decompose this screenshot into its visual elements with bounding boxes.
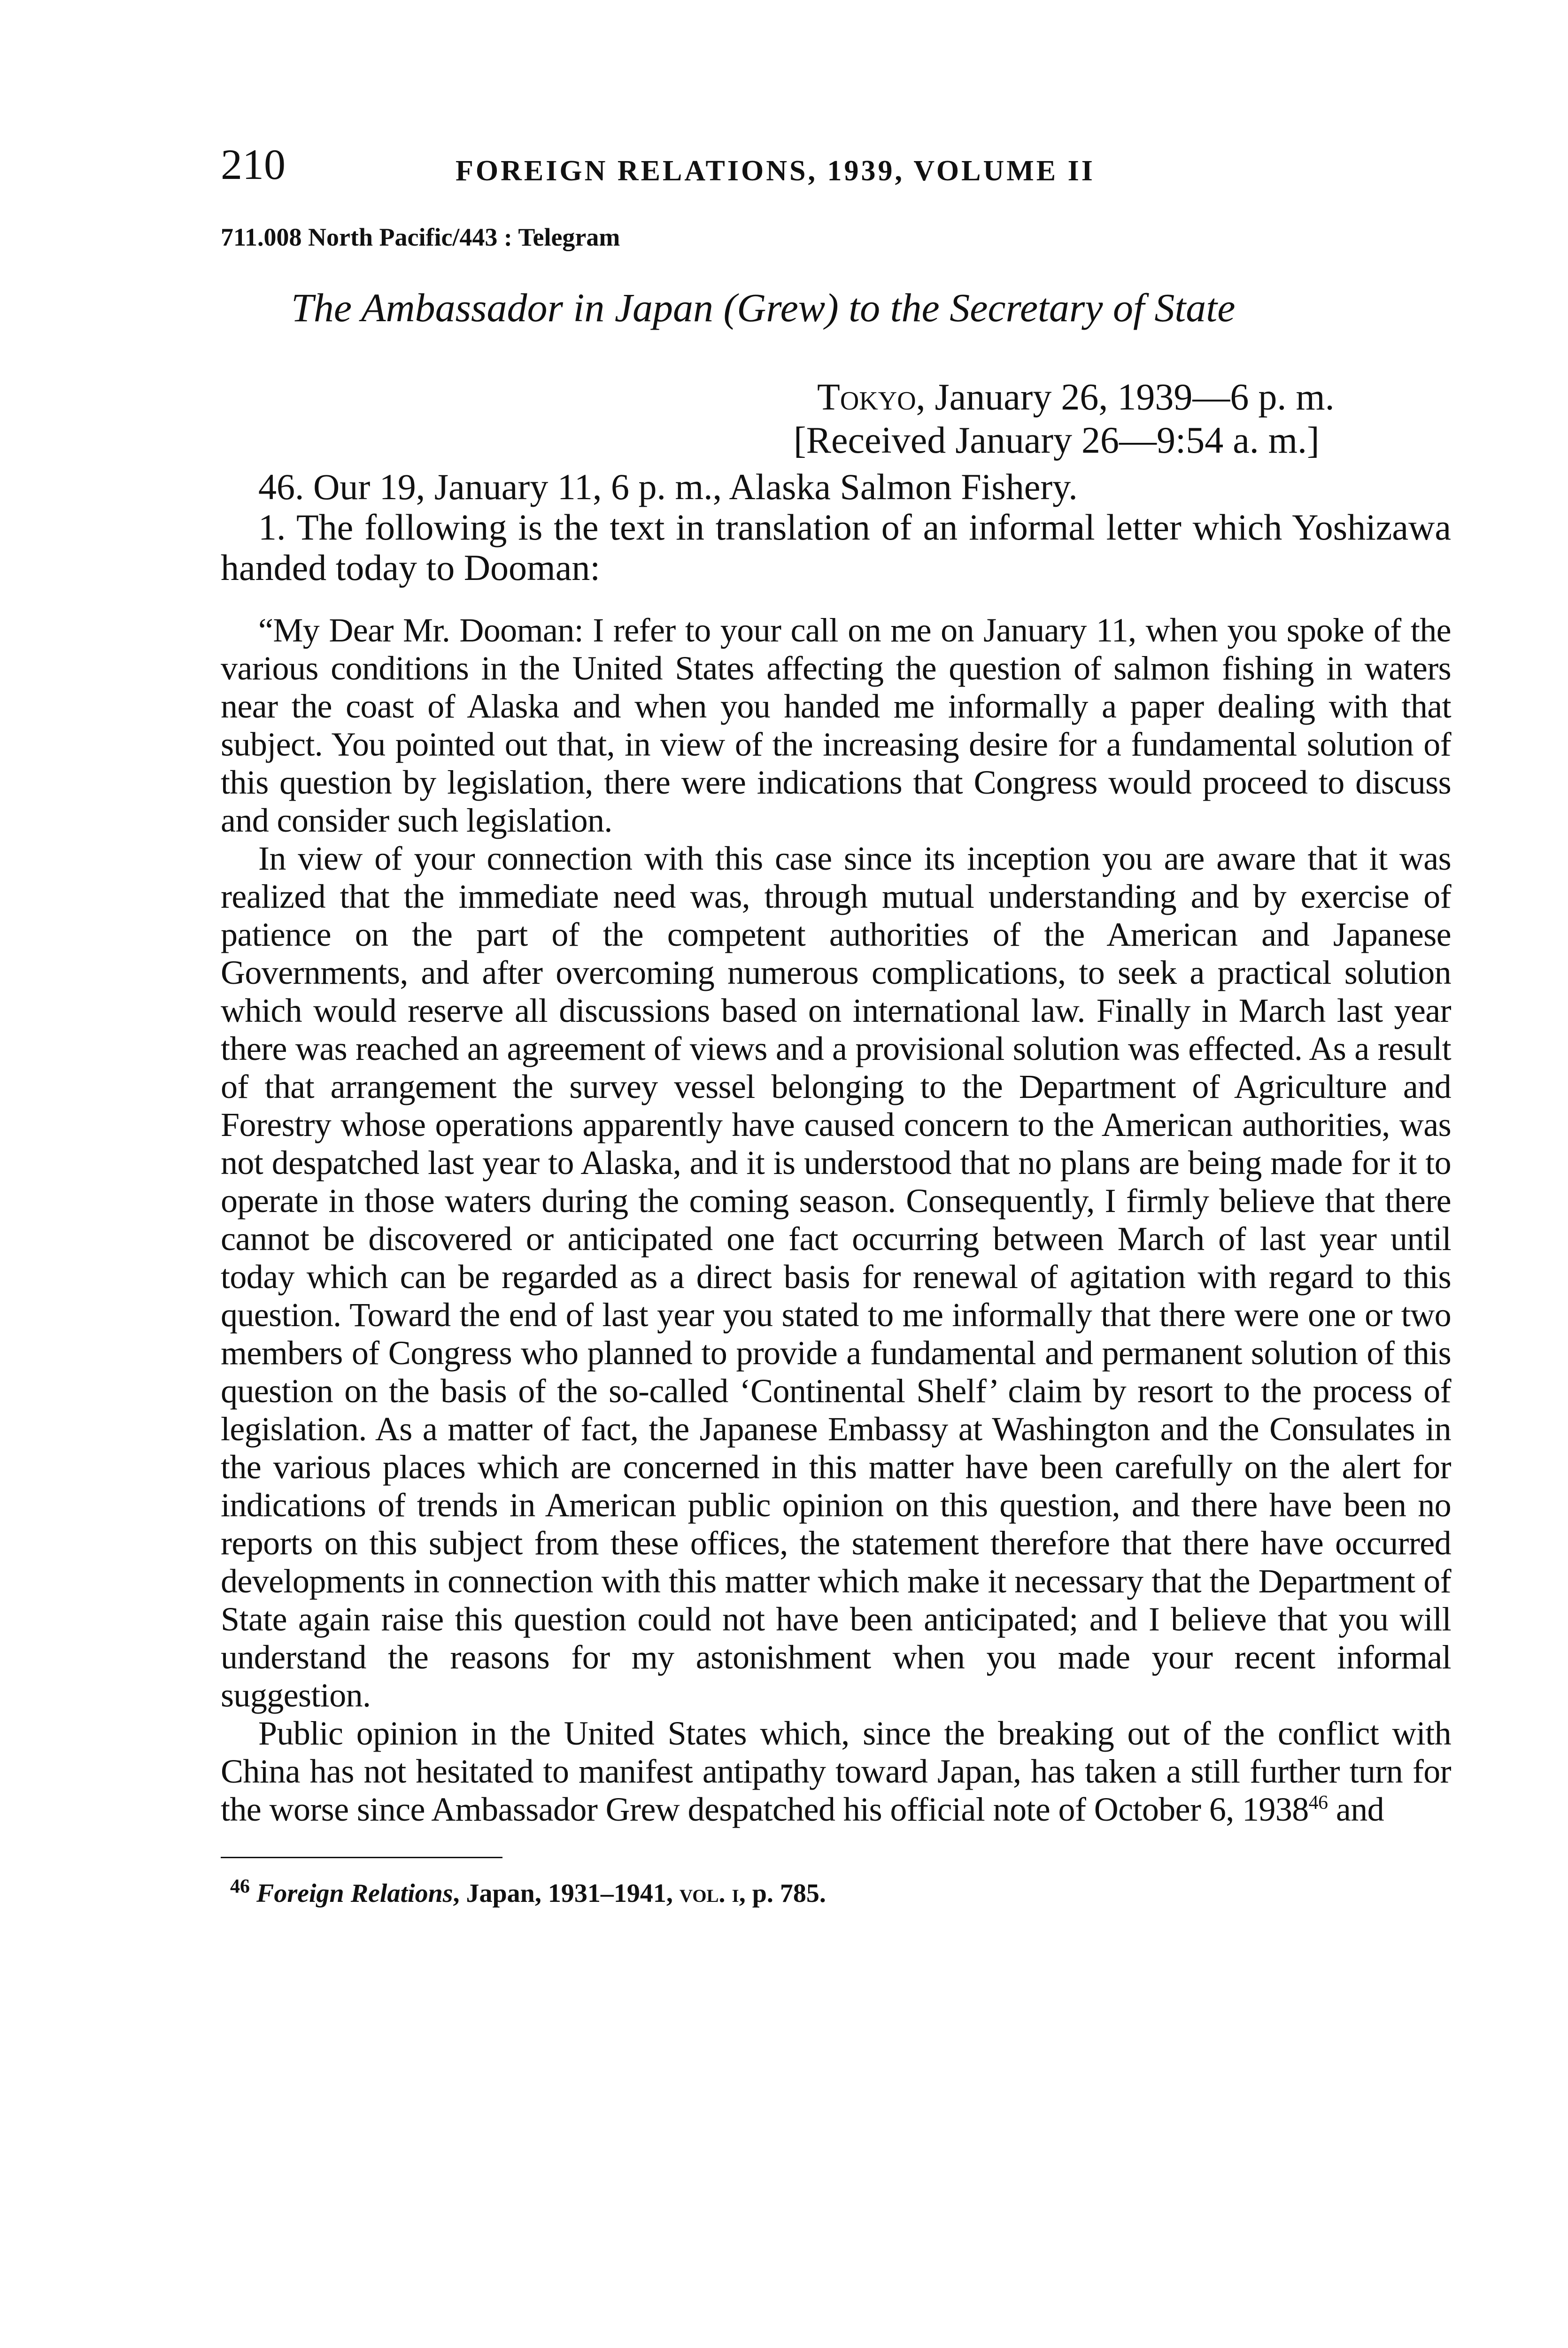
footnote-marker: 46 — [230, 1876, 250, 1898]
dateline — [794, 376, 1451, 462]
quoted-letter — [221, 611, 1451, 1829]
letter-paragraph: “My Dear Mr. Dooman: I refer to your call on me on January 11, when you spoke of the various conditions in the United States affecting the question of salmon fishing in waters near the coast of Alaska and when you handed me informally a paper dealing with that subject. You pointed out that, in view of the increasing desire for a fundamental solution of this question by legislation, there were indications that Congress would proceed to discuss and consider such legislation. — [221, 611, 1451, 839]
footnote-series: , Japan, 1931–1941, — [453, 1879, 680, 1908]
running-title: FOREIGN RELATIONS, 1939, VOLUME II — [456, 155, 1095, 187]
letter-paragraph: In view of your connection with this case since its inception you are aware that it was realized that the immediate need was, through mutual understanding and by exercise of patience on the part of the competent authorities of the American and Japanese Governments, and after overcoming numerous complications, to seek a practical solution which would reserve all discussions based on international law. Finally in March last year there was reached an agreement of views and a provisional solution was effected. As a result of that arrangement the survey vessel belonging to the Department of Agriculture and Forestry whose operations apparently have caused concern to the American authorities, was not despatched last year to Alaska, and it is understood that no plans are being made for it to operate in those waters during the coming season. Consequently, I firmly believe that there cannot be discovered or anticipated one fact occurring between March of last year until today which can be regarded as a direct basis for renewal of agitation with regard to this question. Toward the end of last year you stated to me informally that there were one or two members of Congress who planned to provide a fundamental and permanent solution of this question on the basis of the so-called ‘Continental Shelf’ claim by resort to the process of legislation. As a matter of fact, the Japanese Embassy at Washington and the Consulates in the various places which are concerned in this matter have been carefully on the alert for indications of trends in American public opinion on this question, and there have been no reports on this subject from these offices, the statement therefore that there have occurred developments in connection with this matter which make it necessary that the Department of State again raise this question could not have been anticipated; and I believe that you will understand the reasons for my astonishment when you made your recent informal suggestion. — [221, 840, 1451, 1714]
footnote-page: , p. 785. — [739, 1879, 826, 1908]
document-title: The Ambassador in Japan (Grew) to the Secretary of State — [291, 285, 1236, 330]
footnote-divider — [221, 1857, 502, 1858]
dateline-place: Tokyo — [817, 377, 916, 418]
letter-paragraph-text: Public opinion in the United States which, since the breaking out of the conflict with China has not hesitated to manifest antipathy toward Japan, has taken a still further turn for the worse since Ambassador Grew despatched his official note of October 6, 1938 — [221, 1715, 1451, 1828]
telegram-paragraph-1: 1. The following is the text in translation of an informal letter which Yoshizawa handed today to Dooman: — [221, 507, 1451, 588]
document-page — [221, 136, 1451, 1910]
running-head — [221, 136, 1451, 193]
dateline-sent — [817, 376, 1451, 419]
letter-paragraph-last — [221, 1715, 1451, 1829]
dateline-date: , January 26, 1939—6 p. m. — [916, 377, 1335, 418]
footnote — [230, 1877, 1451, 1910]
file-reference: 711.008 North Pacific/443 : Telegram — [221, 223, 620, 251]
footnote-volume: vol. i — [679, 1879, 739, 1908]
page-number: 210 — [221, 140, 286, 188]
document-body — [221, 467, 1451, 1829]
footnote-reference[interactable]: 46 — [1308, 1792, 1328, 1814]
letter-paragraph-continuation: and — [1328, 1791, 1384, 1828]
footnote-title: Foreign Relations — [256, 1879, 453, 1908]
telegram-paragraph-46: 46. Our 19, January 11, 6 p. m., Alaska Salmon Fishery. — [258, 466, 1078, 507]
dateline-received: [Received January 26—9:54 a. m.] — [794, 420, 1320, 461]
